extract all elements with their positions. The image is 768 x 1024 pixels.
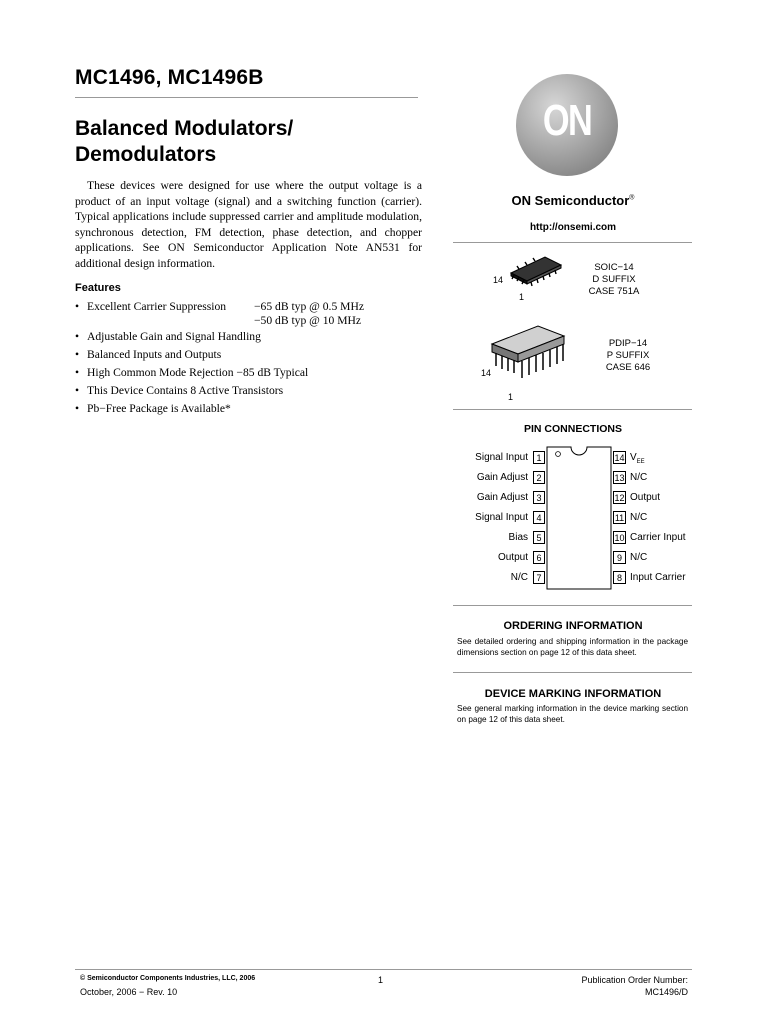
pdip-name: PDIP−14 [608,338,648,349]
logo-text: ON [542,96,592,145]
pdip-case: CASE 646 [605,362,651,373]
pin-number: 3 [533,491,545,504]
bullet-glyph: • [75,402,80,415]
feature-text: This Device Contains 8 Active Transistors [87,384,284,397]
divider [453,605,692,606]
pdip-suffix: P SUFFIX [606,350,650,361]
pin-label [630,452,720,465]
title-line-2: Demodulators [75,143,217,166]
pin-label: Gain Adjust [476,492,528,503]
pin-label: Output [630,492,661,503]
pin-label: Carrier Input [630,532,686,543]
pin-number: 1 [533,451,545,464]
pin-label: N/C [510,572,528,583]
soic-case: CASE 751A [588,286,640,297]
pin-connections-title: PIN CONNECTIONS [523,423,622,435]
bullet-glyph: • [75,330,80,343]
pin-label: Gain Adjust [476,472,528,483]
pin-number: 14 [614,453,625,463]
pdip-pin-14-label: 14 [481,368,492,378]
device-marking-text: See general marking information in the device marking section on page 12 of this data sheet. [457,704,688,724]
pin-label: N/C [630,512,648,523]
feature-item [75,346,420,364]
feature-item [75,298,420,328]
features-heading: Features [75,282,121,294]
pin-number: 5 [533,531,545,544]
brand-text: ON Semiconductor [511,193,630,208]
soic-suffix: D SUFFIX [592,274,636,285]
pin-number: 9 [613,551,626,564]
features-list [75,298,420,418]
pin-number: 4 [533,511,545,524]
pin-label: N/C [630,472,648,483]
website-link[interactable]: http://onsemi.com [529,222,617,233]
pin-label: Output [497,552,528,563]
pin-label: N/C [630,552,648,563]
bullet-glyph: • [75,300,80,313]
footer-divider [75,969,692,970]
feature-item [75,400,420,418]
pin-number: 11 [614,513,625,523]
feature-text: High Common Mode Rejection −85 dB Typical [87,366,309,379]
soic-pin-14-label: 14 [493,275,504,285]
pin-label-text: V [630,452,637,463]
pdip-package-icon [488,322,568,386]
ic-body-outline [546,446,612,590]
pin-number: 10 [614,533,625,543]
soic-name: SOIC−14 [594,262,634,273]
soic-package-label [578,262,650,298]
divider [453,409,692,410]
revision-date: October, 2006 − Rev. 10 [80,987,178,997]
feature-text: Pb−Free Package is Available* [87,402,231,415]
bullet-glyph: • [75,366,80,379]
brand-name [453,193,693,208]
feature-text: Balanced Inputs and Outputs [87,348,222,361]
bullet-glyph: • [75,348,80,361]
divider [453,242,692,243]
publication-order-number: MC1496/D [644,987,688,997]
registered-mark: ® [629,194,635,202]
pin-label: Input Carrier [630,572,686,583]
bullet-glyph: • [75,384,80,397]
feature-label: Excellent Carrier Suppression [87,300,227,313]
document-title [75,116,293,168]
feature-text: Adjustable Gain and Signal Handling [87,330,261,343]
feature-item [75,328,420,346]
title-divider [75,97,418,98]
feature-value: −65 dB typ @ 0.5 MHz [254,300,364,313]
part-numbers: MC1496, MC1496B [75,66,264,89]
pin-label: Signal Input [475,512,528,523]
feature-value: −50 dB typ @ 10 MHz [254,314,362,327]
pdip-pin-1-label: 1 [508,392,514,402]
ordering-info-text: See detailed ordering and shipping information in the package dimensions section on page 12 of this data sheet. [457,637,688,657]
soic-pin-1-label: 1 [519,292,525,302]
device-marking-title: DEVICE MARKING INFORMATION [484,688,662,700]
pin-label-subscript: EE [636,459,645,465]
publication-order-label: Publication Order Number: [581,975,688,985]
feature-item [75,382,420,400]
page-number: 1 [378,975,384,985]
pin-label: Signal Input [475,452,528,463]
divider [453,672,692,673]
pin-number: 13 [614,473,625,483]
pin-number: 8 [613,571,626,584]
soic-package-icon [505,253,567,287]
title-line-1: Balanced Modulators/ [75,117,294,140]
pin-label: Bias [508,532,528,543]
intro-paragraph: These devices were designed for use where the output voltage is a product of an input voltage (signal) and a switching function (carrier). Typical applications include suppressed carrier and amplitude modulation, synchronous detection, FM detection, phase detection, and chopper applications. See ON Semiconductor Application Note AN531 for additional design information. [75,179,422,270]
ordering-info-title: ORDERING INFORMATION [503,620,643,632]
pin-number: 12 [614,493,625,503]
pin-number: 2 [533,471,545,484]
feature-item [75,364,420,382]
copyright-notice: © Semiconductor Components Industries, LLC, 2006 [80,975,256,982]
pin-number: 6 [533,551,545,564]
pin-number: 7 [533,571,545,584]
pdip-package-label [595,338,661,374]
